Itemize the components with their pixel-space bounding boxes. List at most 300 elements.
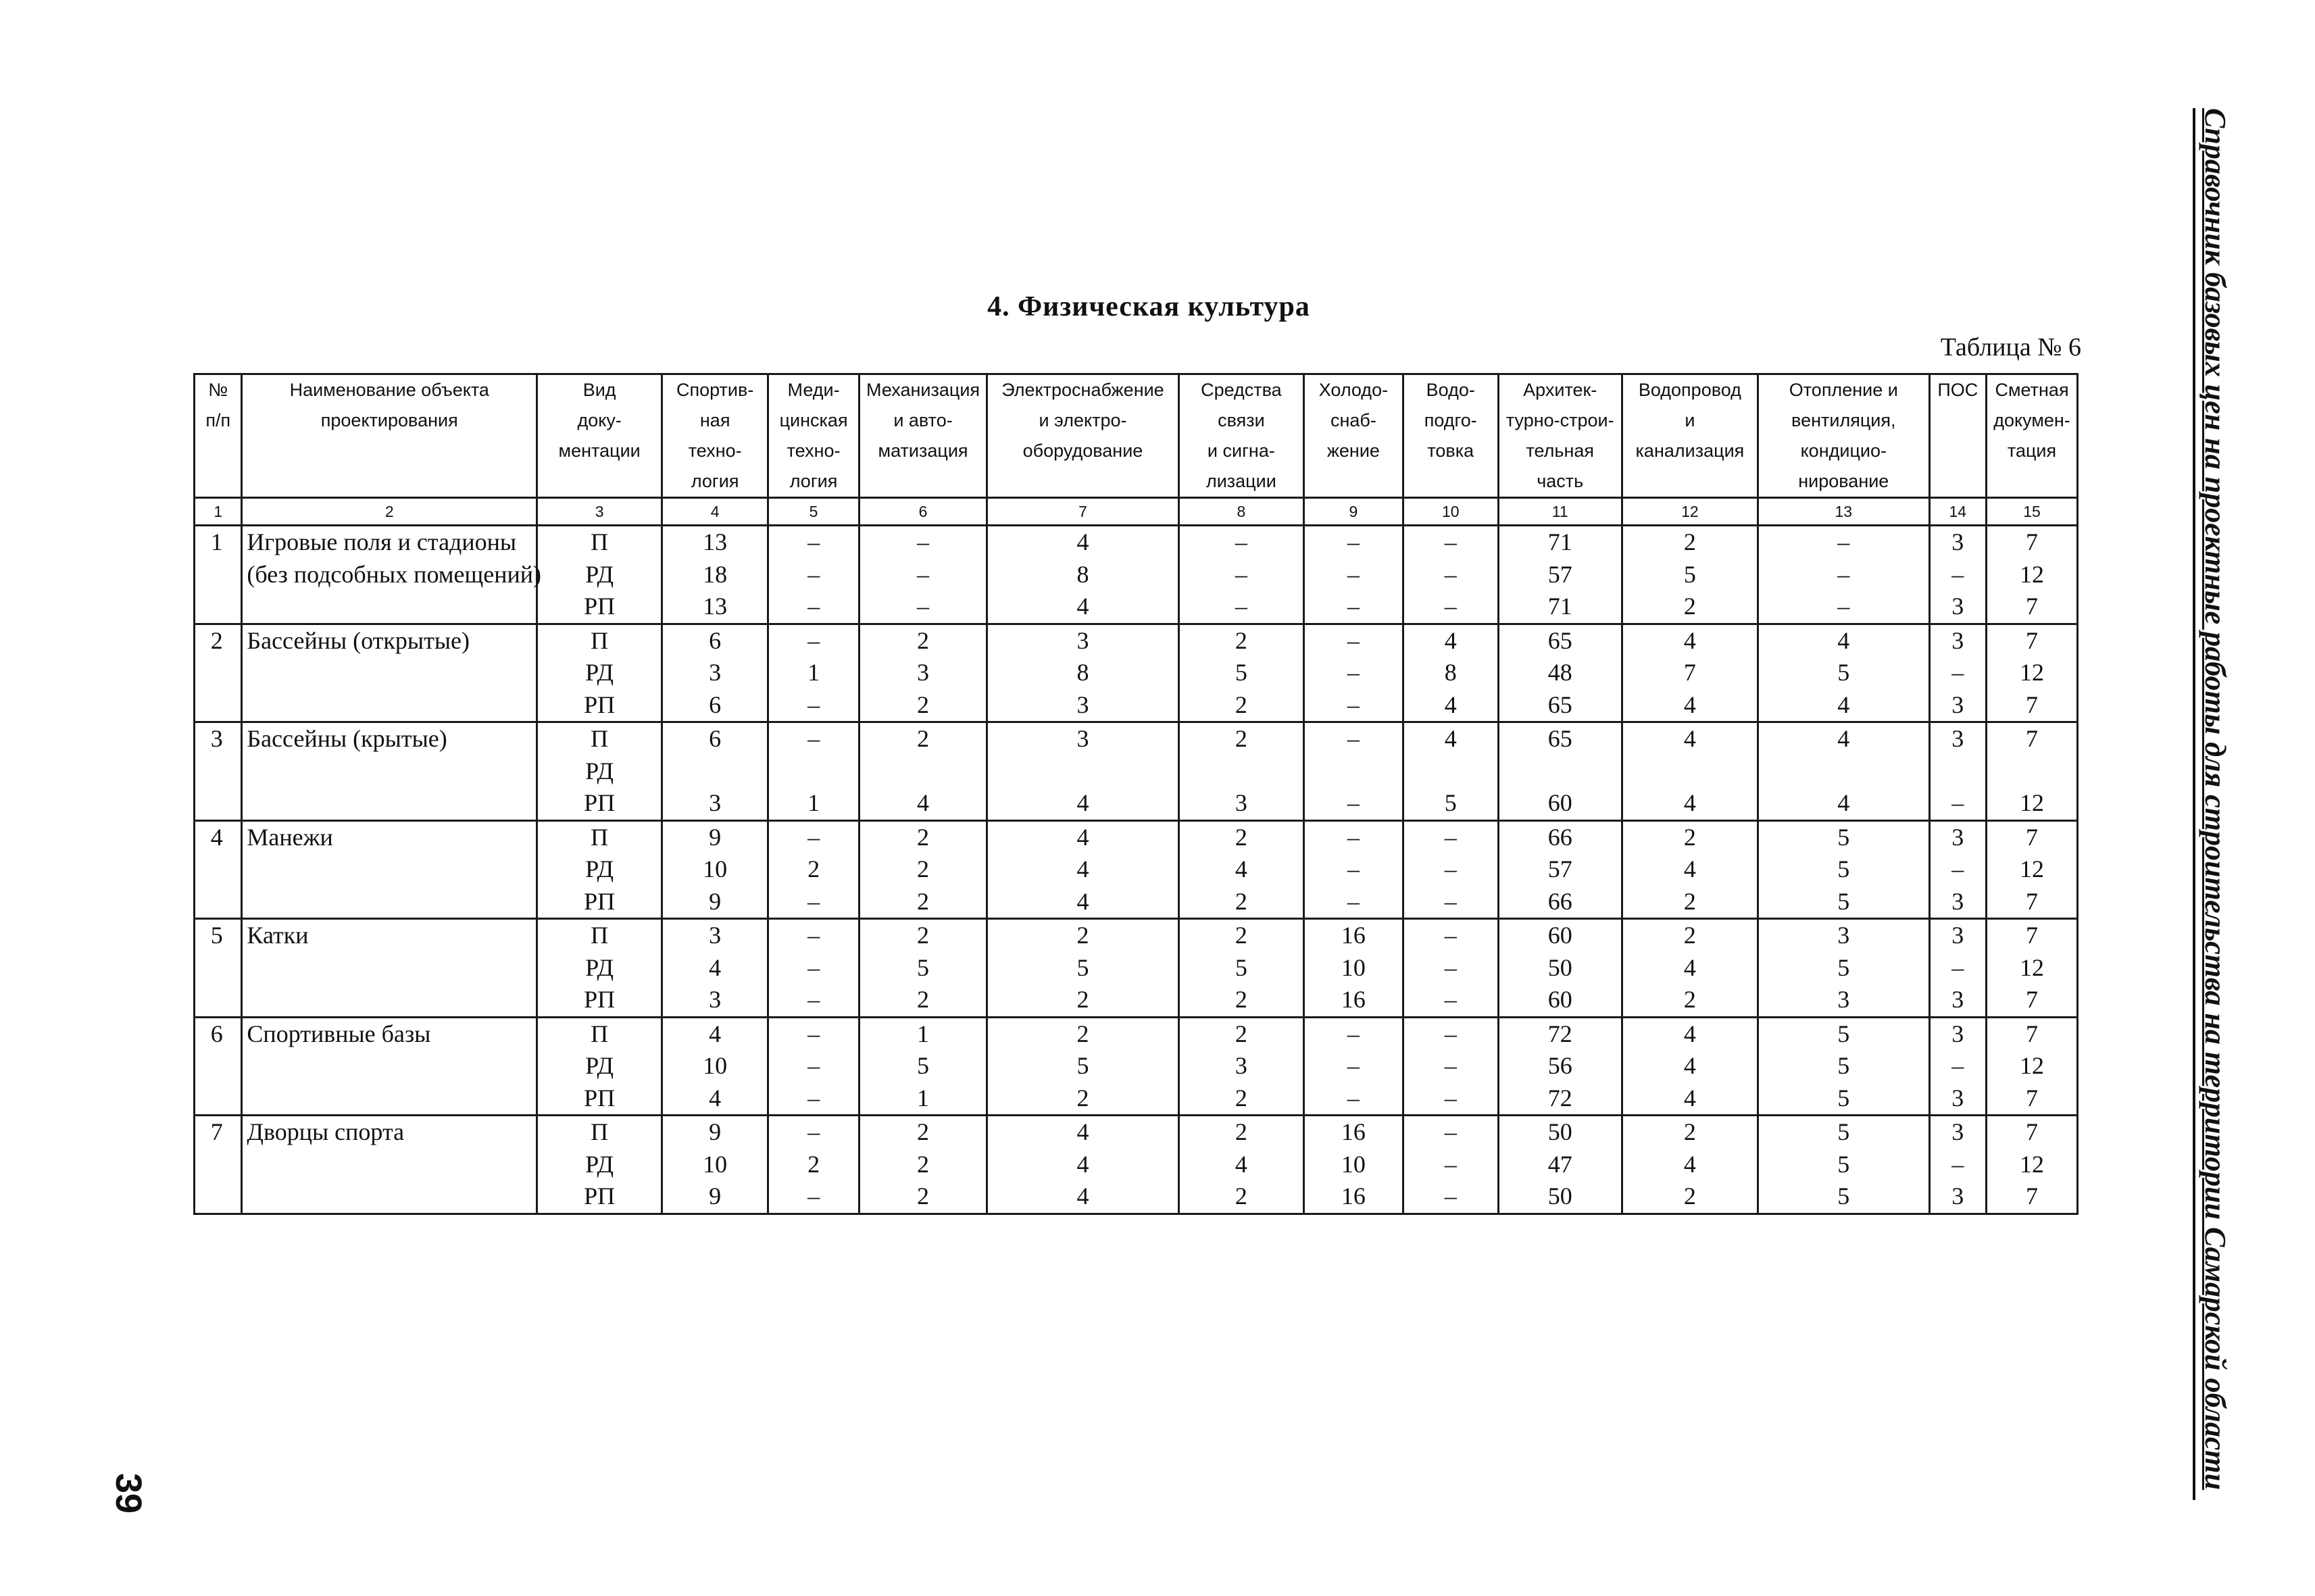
object-name-line: Дворцы спорта — [247, 1118, 405, 1145]
object-name — [242, 526, 542, 624]
cell-value: 2 — [1683, 593, 1696, 620]
value-cell — [1929, 526, 1987, 624]
cell-value: 4 — [1076, 1118, 1089, 1145]
value-cell — [1987, 1017, 2078, 1116]
row-number-value: 4 — [210, 823, 223, 851]
cell-value: – — [1347, 626, 1360, 654]
cell-value: 4 — [709, 1020, 722, 1047]
side-title — [2193, 108, 2233, 1500]
row-number-value: 3 — [210, 725, 223, 752]
cell-value: 4 — [1076, 855, 1089, 882]
cell-value: 16 — [1341, 1182, 1366, 1210]
column-header-line: техно- — [787, 441, 841, 461]
cell-value: 7 — [2026, 593, 2039, 620]
cell-value: 66 — [1547, 823, 1572, 851]
cell-value: 2 — [1235, 887, 1247, 915]
cell-value: 12 — [2020, 659, 2045, 686]
value-cell — [1622, 722, 1758, 821]
cell-value: 9 — [709, 823, 722, 851]
column-header-line: ПОС — [1937, 380, 1978, 400]
column-header-line: докумен- — [1993, 410, 2070, 430]
row-number — [195, 919, 242, 1018]
cell-value: 7 — [2026, 887, 2039, 915]
cell-value: 2 — [917, 725, 930, 752]
value-cell — [662, 1017, 768, 1116]
cell-value: 16 — [1341, 1118, 1366, 1145]
doc-type: П — [591, 1118, 609, 1145]
value-cell — [662, 624, 768, 722]
column-header-line: Архитек- — [1523, 380, 1597, 400]
cell-value: – — [1444, 953, 1457, 981]
cell-value: – — [1951, 1150, 1964, 1178]
cell-value: 4 — [1837, 626, 1850, 654]
cell-value: 7 — [2026, 986, 2039, 1013]
column-number: 5 — [768, 498, 860, 526]
cell-value: 3 — [1235, 789, 1247, 816]
cell-value: 3 — [1076, 626, 1089, 654]
cell-value: 3 — [1837, 986, 1850, 1013]
column-header-line: и — [1685, 410, 1695, 430]
doc-type: П — [591, 922, 609, 949]
column-number: 11 — [1498, 498, 1622, 526]
column-header — [859, 374, 987, 498]
column-number: 9 — [1303, 498, 1403, 526]
section-title: 4. Физическая культура — [987, 291, 1310, 322]
cell-value: 3 — [1076, 725, 1089, 752]
cell-value: 1 — [917, 1020, 930, 1047]
value-cell — [1987, 919, 2078, 1018]
column-header-line: и электро- — [1039, 410, 1127, 430]
column-number: 2 — [242, 498, 537, 526]
value-cell — [1929, 624, 1987, 722]
column-header-line: логия — [789, 471, 838, 491]
cell-value: – — [807, 1020, 820, 1047]
cell-value: 3 — [1951, 1182, 1964, 1210]
cell-value: – — [1444, 823, 1457, 851]
cell-value: 4 — [709, 1084, 722, 1112]
cell-value: 65 — [1547, 725, 1572, 752]
cell-value: 2 — [917, 986, 930, 1013]
column-header — [195, 374, 242, 498]
object-name — [242, 919, 537, 1018]
cell-value: 5 — [917, 953, 930, 981]
cell-value: 2 — [807, 855, 820, 882]
cell-value: 10 — [703, 1052, 728, 1079]
cell-value: 5 — [1837, 823, 1850, 851]
cell-value — [1759, 755, 1928, 788]
cell-value: 7 — [2026, 626, 2039, 654]
cell-value: – — [1951, 560, 1964, 588]
value-cell — [1987, 820, 2078, 919]
value-cell — [987, 722, 1179, 821]
cell-value: 50 — [1547, 1118, 1572, 1145]
cell-value: 57 — [1547, 855, 1572, 882]
value-cell — [1758, 722, 1930, 821]
cell-value: 4 — [1076, 1182, 1089, 1210]
cell-value — [1931, 755, 1986, 788]
column-header-line: оборудование — [1022, 441, 1143, 461]
cell-value: 3 — [709, 659, 722, 686]
value-cell — [1929, 1017, 1987, 1116]
cell-value: 4 — [1235, 1150, 1247, 1178]
cell-value: 56 — [1547, 1052, 1572, 1079]
value-cell — [1929, 722, 1987, 821]
cell-value: 4 — [1683, 1020, 1696, 1047]
column-header-line: Водо- — [1426, 380, 1475, 400]
value-cell — [859, 624, 987, 722]
value-cell — [1178, 919, 1303, 1018]
column-header-line: канализация — [1635, 441, 1745, 461]
value-cell — [1178, 1116, 1303, 1214]
cell-value: 2 — [1076, 986, 1089, 1013]
value-cell — [662, 722, 768, 821]
cell-value: 4 — [1444, 725, 1457, 752]
column-header — [1758, 374, 1930, 498]
object-group — [195, 624, 2078, 722]
cell-value: 2 — [1235, 626, 1247, 654]
cell-value: 4 — [1235, 855, 1247, 882]
column-header — [768, 374, 860, 498]
value-cell — [1987, 1116, 2078, 1214]
cell-value: 3 — [1951, 691, 1964, 718]
object-name-line: Манежи — [247, 823, 333, 851]
doc-type: РП — [584, 593, 616, 620]
cell-value: 4 — [1076, 887, 1089, 915]
cell-value: – — [1837, 560, 1850, 588]
value-cell — [1758, 1017, 1930, 1116]
cell-value: – — [1347, 593, 1360, 620]
column-header-line: жение — [1326, 441, 1380, 461]
value-cell — [1403, 624, 1498, 722]
cell-value: 4 — [1444, 691, 1457, 718]
cell-value: – — [1347, 1020, 1360, 1047]
column-header-line: проектирования — [320, 410, 458, 430]
cell-value: 72 — [1547, 1020, 1572, 1047]
cell-value: 16 — [1341, 922, 1366, 949]
cell-value: 3 — [1951, 593, 1964, 620]
column-header-line: нирование — [1798, 471, 1889, 491]
cell-value: – — [807, 528, 820, 555]
cell-value: – — [1444, 855, 1457, 882]
value-cell — [987, 919, 1179, 1018]
cell-value: 4 — [1683, 1052, 1696, 1079]
cell-value: 10 — [1341, 953, 1366, 981]
cell-value: 66 — [1547, 887, 1572, 915]
table-row — [195, 820, 2078, 919]
cell-value: – — [917, 560, 930, 588]
cell-value — [1404, 755, 1497, 788]
cell-value: 4 — [1683, 725, 1696, 752]
cell-value: 5 — [917, 1052, 930, 1079]
doc-type-cell — [537, 526, 662, 624]
column-header — [987, 374, 1179, 498]
cell-value: 2 — [1683, 1118, 1696, 1145]
column-header-line: тельная — [1526, 441, 1595, 461]
object-name — [242, 624, 537, 722]
cell-value: 6 — [709, 691, 722, 718]
object-name-line: Игровые поля и стадионы — [247, 528, 517, 555]
cell-value: – — [1444, 1118, 1457, 1145]
cell-value: – — [1444, 1020, 1457, 1047]
cell-value: – — [807, 1118, 820, 1145]
cell-value: 4 — [1444, 626, 1457, 654]
row-number — [195, 1017, 242, 1116]
column-number: 15 — [1987, 498, 2078, 526]
value-cell — [768, 526, 860, 624]
cell-value: – — [1951, 1052, 1964, 1079]
cell-value: 7 — [2026, 528, 2039, 555]
doc-type: РД — [585, 560, 614, 588]
object-name-line: Катки — [247, 922, 309, 949]
object-group — [195, 722, 2078, 821]
cell-value: 2 — [1235, 1020, 1247, 1047]
value-cell — [1498, 526, 1622, 624]
cell-value: – — [807, 691, 820, 718]
object-group — [195, 1116, 2078, 1214]
column-header-line: Электроснабжение — [1001, 380, 1164, 400]
cell-value: 2 — [1076, 1084, 1089, 1112]
cell-value: 2 — [1076, 1020, 1089, 1047]
column-header-line: Наименование объекта — [289, 380, 489, 400]
cell-value: 50 — [1547, 953, 1572, 981]
object-name-line: Спортивные базы — [247, 1020, 431, 1047]
doc-type: П — [591, 1020, 609, 1047]
cell-value: 12 — [2020, 1052, 2045, 1079]
cell-value — [860, 755, 986, 788]
object-name — [242, 1017, 537, 1116]
cell-value: – — [1951, 953, 1964, 981]
value-cell — [1498, 1017, 1622, 1116]
value-cell — [859, 820, 987, 919]
column-header-line: п/п — [205, 410, 231, 430]
column-header-line: и авто- — [893, 410, 953, 430]
doc-type-cell — [537, 1116, 662, 1214]
cell-value: – — [1444, 1084, 1457, 1112]
cell-value: – — [1235, 560, 1247, 588]
cell-value: 60 — [1547, 789, 1572, 816]
cell-value: – — [1951, 789, 1964, 816]
cell-value: 2 — [1235, 823, 1247, 851]
column-header-line: логия — [691, 471, 739, 491]
cell-value: – — [1235, 528, 1247, 555]
cell-value: 3 — [1951, 823, 1964, 851]
table-label: Таблица № 6 — [1940, 333, 2081, 361]
value-cell — [1303, 722, 1403, 821]
cell-value: 5 — [1837, 659, 1850, 686]
value-cell — [1303, 919, 1403, 1018]
doc-type: РП — [584, 1084, 616, 1112]
column-header-line: лизации — [1205, 471, 1276, 491]
cell-value: 18 — [703, 560, 728, 588]
column-header-line: техно- — [688, 441, 742, 461]
value-cell — [662, 919, 768, 1018]
value-cell — [1987, 624, 2078, 722]
cell-value: – — [1951, 659, 1964, 686]
cell-value: – — [807, 1084, 820, 1112]
value-cell — [1178, 624, 1303, 722]
cell-value: 3 — [1076, 691, 1089, 718]
cell-value: 3 — [1951, 1118, 1964, 1145]
cell-value: 7 — [2026, 691, 2039, 718]
object-group — [195, 1017, 2078, 1116]
cell-value: – — [1347, 528, 1360, 555]
column-header — [1303, 374, 1403, 498]
value-cell — [1403, 1116, 1498, 1214]
column-header-line: доку- — [577, 410, 622, 430]
doc-type: РП — [584, 887, 616, 915]
cell-value: 7 — [2026, 725, 2039, 752]
cell-value: – — [917, 593, 930, 620]
cell-value: 60 — [1547, 986, 1572, 1013]
cell-value: 3 — [1235, 1052, 1247, 1079]
column-header-line: матизация — [878, 441, 968, 461]
object-name — [242, 820, 537, 919]
column-header-line: Водопровод — [1638, 380, 1741, 400]
cell-value: 71 — [1547, 528, 1572, 555]
cell-value: 2 — [1076, 922, 1089, 949]
cell-value: 3 — [917, 659, 930, 686]
column-header — [1929, 374, 1987, 498]
cell-value: 2 — [1683, 1182, 1696, 1210]
cell-value: 5 — [1837, 1084, 1850, 1112]
cell-value: – — [1347, 887, 1360, 915]
cell-value: 8 — [1076, 659, 1089, 686]
cell-value: 3 — [1951, 725, 1964, 752]
cell-value: 4 — [1683, 691, 1696, 718]
value-cell — [662, 526, 768, 624]
cell-value: 2 — [1235, 1084, 1247, 1112]
cell-value: 50 — [1547, 1182, 1572, 1210]
cell-value: 13 — [703, 593, 728, 620]
cell-value: 9 — [709, 1182, 722, 1210]
value-cell — [1622, 526, 1758, 624]
cell-value — [1987, 755, 2076, 788]
cell-value: 4 — [1076, 789, 1089, 816]
cell-value: – — [1347, 789, 1360, 816]
object-group — [195, 919, 2078, 1018]
cell-value: 5 — [1837, 855, 1850, 882]
cell-value: 10 — [1341, 1150, 1366, 1178]
column-number: 13 — [1758, 498, 1930, 526]
cell-value: 2 — [917, 1150, 930, 1178]
cell-value: 4 — [1683, 1084, 1696, 1112]
cell-value: – — [1347, 560, 1360, 588]
cell-value: 7 — [1683, 659, 1696, 686]
column-number: 3 — [537, 498, 662, 526]
value-cell — [1403, 1017, 1498, 1116]
value-cell — [1178, 1017, 1303, 1116]
column-header-line: Сметная — [1995, 380, 2069, 400]
column-header — [1987, 374, 2078, 498]
cell-value: 2 — [1683, 528, 1696, 555]
cell-value: 2 — [1235, 922, 1247, 949]
cell-value: 3 — [1951, 626, 1964, 654]
doc-type: РД — [585, 1052, 614, 1079]
cell-value: 5 — [1076, 953, 1089, 981]
doc-type-cell — [537, 624, 662, 722]
row-number-value: 7 — [210, 1118, 223, 1145]
cell-value: 4 — [709, 953, 722, 981]
value-cell — [859, 526, 987, 624]
doc-type: РД — [585, 757, 614, 784]
value-cell — [1987, 526, 2078, 624]
doc-type-cell — [537, 722, 662, 821]
cell-value: 3 — [1951, 528, 1964, 555]
row-number — [195, 1116, 242, 1214]
cell-value: 7 — [2026, 823, 2039, 851]
column-header-line: тация — [2007, 441, 2057, 461]
cell-value — [663, 755, 767, 788]
cell-value: 5 — [1444, 789, 1457, 816]
cell-value: – — [1347, 659, 1360, 686]
doc-type: РП — [584, 1182, 616, 1210]
cell-value: 5 — [1235, 659, 1247, 686]
cell-value: 2 — [1235, 1118, 1247, 1145]
value-cell — [987, 526, 1179, 624]
doc-type-cell — [537, 919, 662, 1018]
value-cell — [768, 820, 860, 919]
value-cell — [987, 820, 1179, 919]
cell-value: 2 — [1683, 823, 1696, 851]
value-cell — [1498, 722, 1622, 821]
column-number: 14 — [1929, 498, 1987, 526]
cell-value: 2 — [1235, 725, 1247, 752]
cell-value: – — [1444, 1182, 1457, 1210]
value-cell — [859, 1116, 987, 1214]
column-header-line: Механизация — [866, 380, 980, 400]
value-cell — [1929, 820, 1987, 919]
cell-value: – — [807, 725, 820, 752]
cell-value — [988, 755, 1178, 788]
cell-value: 2 — [917, 922, 930, 949]
column-header — [242, 374, 537, 498]
doc-type-cell — [537, 1017, 662, 1116]
cell-value: 4 — [1076, 823, 1089, 851]
doc-type: П — [591, 823, 609, 851]
cell-value: – — [1235, 593, 1247, 620]
value-cell — [1303, 1116, 1403, 1214]
column-header — [1178, 374, 1303, 498]
value-cell — [1622, 624, 1758, 722]
column-header-line: часть — [1537, 471, 1584, 491]
value-cell — [1498, 820, 1622, 919]
cell-value: 5 — [1235, 953, 1247, 981]
cell-value — [1623, 755, 1757, 788]
cell-value: – — [1951, 855, 1964, 882]
cell-value: 5 — [1076, 1052, 1089, 1079]
column-header-line: снаб- — [1330, 410, 1376, 430]
cell-value: 13 — [703, 528, 728, 555]
cell-value: 65 — [1547, 691, 1572, 718]
cell-value: 2 — [1683, 922, 1696, 949]
value-cell — [1929, 919, 1987, 1018]
cell-value: 12 — [2020, 560, 2045, 588]
cell-value: – — [1444, 560, 1457, 588]
row-number-value: 5 — [210, 922, 223, 949]
cell-value: – — [1347, 1084, 1360, 1112]
value-cell — [1498, 624, 1622, 722]
cell-value: 12 — [2020, 789, 2045, 816]
cell-value: 7 — [2026, 922, 2039, 949]
column-header-line: турно-строи- — [1505, 410, 1614, 430]
object-name — [242, 1116, 537, 1214]
column-header — [1403, 374, 1498, 498]
cell-value: 4 — [1683, 626, 1696, 654]
cell-value: – — [807, 922, 820, 949]
column-number-row — [195, 498, 2078, 526]
cell-value: 3 — [1951, 1084, 1964, 1112]
column-header — [1622, 374, 1758, 498]
